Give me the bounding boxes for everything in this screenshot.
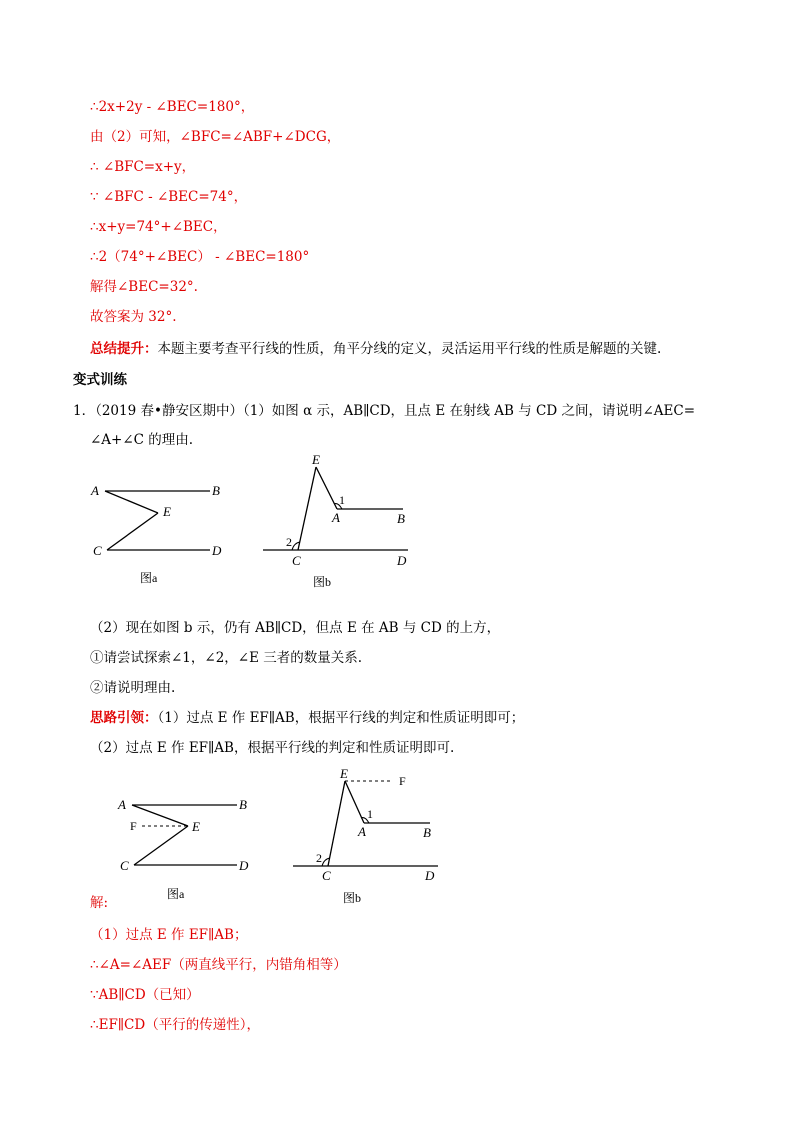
- solution-line-4: ∵ ∠BFC - ∠BEC=74°，: [90, 189, 248, 205]
- solution-line-7: 解得∠BEC=32°.: [90, 279, 198, 295]
- label-C: C: [120, 858, 129, 873]
- label-D: D: [212, 543, 222, 558]
- problem-question-1: ①请尝试探索∠1，∠2，∠E 三者的数量关系.: [90, 650, 363, 666]
- figure-b-hint: [288, 766, 448, 906]
- figure-b: [258, 452, 418, 592]
- hint-paragraph: [90, 709, 524, 727]
- label-1: 1: [367, 807, 373, 821]
- label-D: D: [425, 868, 435, 883]
- label-B: B: [212, 483, 220, 498]
- solution-bottom-line-3: ∵AB∥CD（已知）: [90, 987, 200, 1003]
- caption-a: 图a: [167, 887, 185, 901]
- solution-label: 解:: [90, 895, 109, 911]
- label-E: E: [312, 452, 320, 467]
- label-E: E: [192, 819, 200, 834]
- label-2: 2: [286, 535, 292, 549]
- caption-b: 图b: [313, 575, 332, 589]
- summary-paragraph: [90, 340, 661, 358]
- hint-text-2: （2）过点 E 作 EF∥AB，根据平行线的判定和性质证明即可.: [90, 740, 455, 756]
- label-F: F: [399, 774, 406, 788]
- problem-line-2: ∠A+∠C 的理由.: [90, 432, 194, 448]
- problem-line-1: 1．（2019 春•静安区期中）（1）如图 α 示，AB∥CD，且点 E 在射线 AB 与 CD 之间，请说明∠AEC=: [73, 403, 696, 419]
- label-A: A: [118, 797, 126, 812]
- label-A: A: [91, 483, 99, 498]
- label-C: C: [292, 553, 301, 568]
- hint-label: 思路引领：: [90, 710, 158, 726]
- solution-bottom-line-1: （1）过点 E 作 EF∥AB；: [90, 927, 248, 943]
- label-D: D: [239, 858, 249, 873]
- figure-a-hint: [112, 792, 272, 907]
- solution-line-2: 由（2）可知，∠BFC=∠ABF+∠DCG，: [90, 129, 341, 145]
- label-A: A: [358, 824, 366, 839]
- caption-b: 图b: [343, 891, 362, 905]
- label-1: 1: [339, 493, 345, 507]
- label-C: C: [322, 868, 331, 883]
- problem-question-2: ②请说明理由.: [90, 680, 176, 696]
- summary-text: 本题主要考查平行线的性质，角平分线的定义，灵活运用平行线的性质是解题的关键.: [157, 341, 662, 357]
- label-E: E: [163, 504, 171, 519]
- solution-line-5: ∴x+y=74°+∠BEC，: [90, 219, 227, 235]
- label-C: C: [93, 543, 102, 558]
- label-F: F: [130, 819, 137, 833]
- summary-label: 总结提升：: [90, 341, 158, 357]
- solution-line-3: ∴ ∠BFC=x+y，: [90, 159, 196, 175]
- label-A: A: [332, 510, 340, 525]
- label-2: 2: [316, 851, 322, 865]
- figure-a: [85, 478, 245, 588]
- label-B: B: [423, 825, 431, 840]
- section-title: 变式训练: [73, 372, 127, 388]
- solution-line-6: ∴2（74°+∠BEC） - ∠BEC=180°: [90, 249, 310, 265]
- label-D: D: [397, 553, 407, 568]
- hint-text-1: （1）过点 E 作 EF∥AB，根据平行线的判定和性质证明即可；: [157, 710, 525, 726]
- solution-bottom-line-4: ∴EF∥CD（平行的传递性），: [90, 1017, 260, 1033]
- solution-line-1: ∴2x+2y - ∠BEC=180°，: [90, 99, 255, 115]
- label-B: B: [397, 511, 405, 526]
- problem-part-2: （2）现在如图 b 示，仍有 AB∥CD，但点 E 在 AB 与 CD 的上方，: [90, 620, 501, 636]
- label-B: B: [239, 797, 247, 812]
- solution-line-8: 故答案为 32°.: [90, 309, 177, 325]
- solution-bottom-line-2: ∴∠A=∠AEF（两直线平行，内错角相等）: [90, 957, 347, 973]
- caption-a: 图a: [140, 571, 158, 585]
- label-E: E: [340, 766, 348, 781]
